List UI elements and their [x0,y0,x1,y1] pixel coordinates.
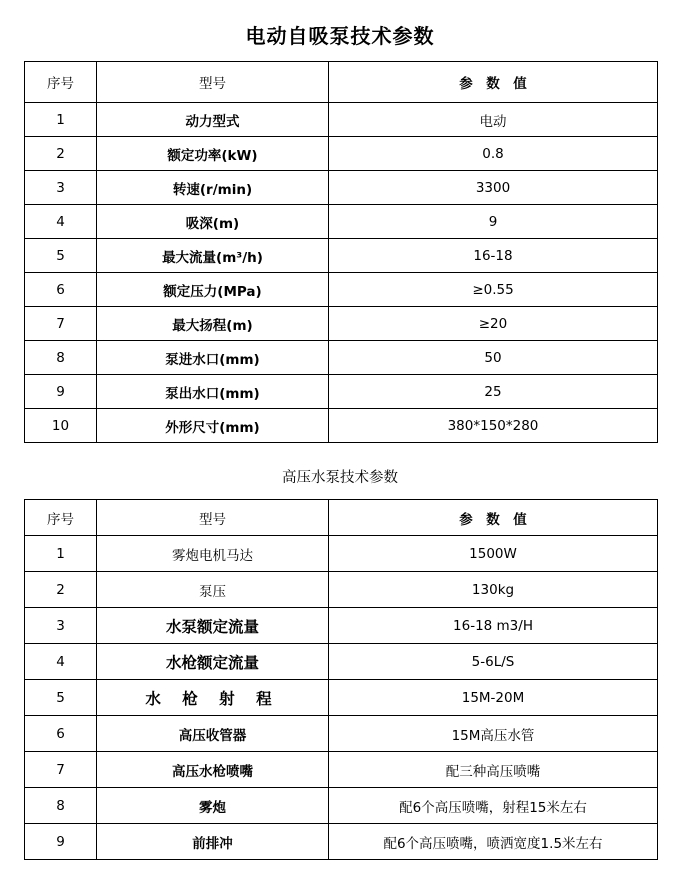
row-number-cell: 2 [25,572,97,608]
table-row [25,307,658,341]
parameter-name-cell: 最大流量(m³/h) [97,239,329,273]
row-number-cell: 5 [25,239,97,273]
parameter-name-cell: 最大扬程(m) [97,307,329,341]
parameter-value-cell: 15M-20M [329,680,658,716]
parameter-value-cell: 380*150*280 [329,409,658,443]
table1-title: 电动自吸泵技术参数 [245,24,435,48]
parameter-value-cell: 5-6L/S [329,644,658,680]
parameter-value-cell: 16-18 m3/H [329,608,658,644]
parameter-name-cell: 高压收管器 [97,716,329,752]
row-number-cell: 8 [25,788,97,824]
self-priming-pump-spec-table [24,61,658,443]
table-row [25,788,658,824]
row-number-cell: 1 [25,103,97,137]
row-number-cell: 6 [25,716,97,752]
table-header-row [25,62,658,103]
parameter-value-cell: ≥0.55 [329,273,658,307]
parameter-value-cell: 50 [329,341,658,375]
table-header-row [25,500,658,536]
parameter-value-cell: 配6个高压喷嘴，喷洒宽度1.5米左右 [329,824,658,860]
row-number-cell: 4 [25,205,97,239]
table-row [25,341,658,375]
table-row [25,409,658,443]
table-row [25,375,658,409]
value-header: 参 数 值 [329,500,658,536]
parameter-value-cell: 配三种高压喷嘴 [329,752,658,788]
parameter-value-cell: 1500W [329,536,658,572]
table-row [25,824,658,860]
row-number-cell: 3 [25,608,97,644]
parameter-name-cell: 水枪额定流量 [97,644,329,680]
parameter-value-cell: 15M高压水管 [329,716,658,752]
parameter-value-cell: 3300 [329,171,658,205]
parameter-name-cell: 动力型式 [97,103,329,137]
parameter-value-cell: 130kg [329,572,658,608]
row-number-cell: 7 [25,752,97,788]
parameter-name-cell: 水 枪 射 程 [97,680,329,716]
row-number-cell: 7 [25,307,97,341]
parameter-value-cell: 配6个高压喷嘴，射程15米左右 [329,788,658,824]
table-row [25,239,658,273]
row-number-cell: 8 [25,341,97,375]
name-header: 型号 [97,62,329,103]
parameter-name-cell: 雾炮电机马达 [97,536,329,572]
row-number-cell: 4 [25,644,97,680]
parameter-value-cell: 0.8 [329,137,658,171]
parameter-name-cell: 水泵额定流量 [97,608,329,644]
parameter-value-cell: 25 [329,375,658,409]
parameter-name-cell: 雾炮 [97,788,329,824]
table-row [25,752,658,788]
table-row [25,205,658,239]
table-row [25,273,658,307]
parameter-name-cell: 泵出水口(mm) [97,375,329,409]
parameter-name-cell: 外形尺寸(mm) [97,409,329,443]
table-row [25,572,658,608]
parameter-value-cell: 电动 [329,103,658,137]
parameter-name-cell: 转速(r/min) [97,171,329,205]
parameter-name-cell: 额定压力(MPa) [97,273,329,307]
high-pressure-pump-spec-table [24,499,658,860]
table-row [25,608,658,644]
no-header: 序号 [25,62,97,103]
table-row [25,536,658,572]
parameter-name-cell: 吸深(m) [97,205,329,239]
table-row [25,644,658,680]
row-number-cell: 5 [25,680,97,716]
table-row [25,716,658,752]
parameter-value-cell: ≥20 [329,307,658,341]
row-number-cell: 6 [25,273,97,307]
no-header: 序号 [25,500,97,536]
value-header: 参 数 值 [329,62,658,103]
table2-title: 高压水泵技术参数 [282,470,398,486]
row-number-cell: 2 [25,137,97,171]
parameter-name-cell: 额定功率(kW) [97,137,329,171]
row-number-cell: 3 [25,171,97,205]
table-row [25,171,658,205]
parameter-value-cell: 9 [329,205,658,239]
parameter-name-cell: 高压水枪喷嘴 [97,752,329,788]
row-number-cell: 9 [25,824,97,860]
name-header: 型号 [97,500,329,536]
row-number-cell: 1 [25,536,97,572]
parameter-name-cell: 前排冲 [97,824,329,860]
table-row [25,103,658,137]
row-number-cell: 9 [25,375,97,409]
table-row [25,680,658,716]
parameter-value-cell: 16-18 [329,239,658,273]
row-number-cell: 10 [25,409,97,443]
parameter-name-cell: 泵压 [97,572,329,608]
table-row [25,137,658,171]
parameter-name-cell: 泵进水口(mm) [97,341,329,375]
